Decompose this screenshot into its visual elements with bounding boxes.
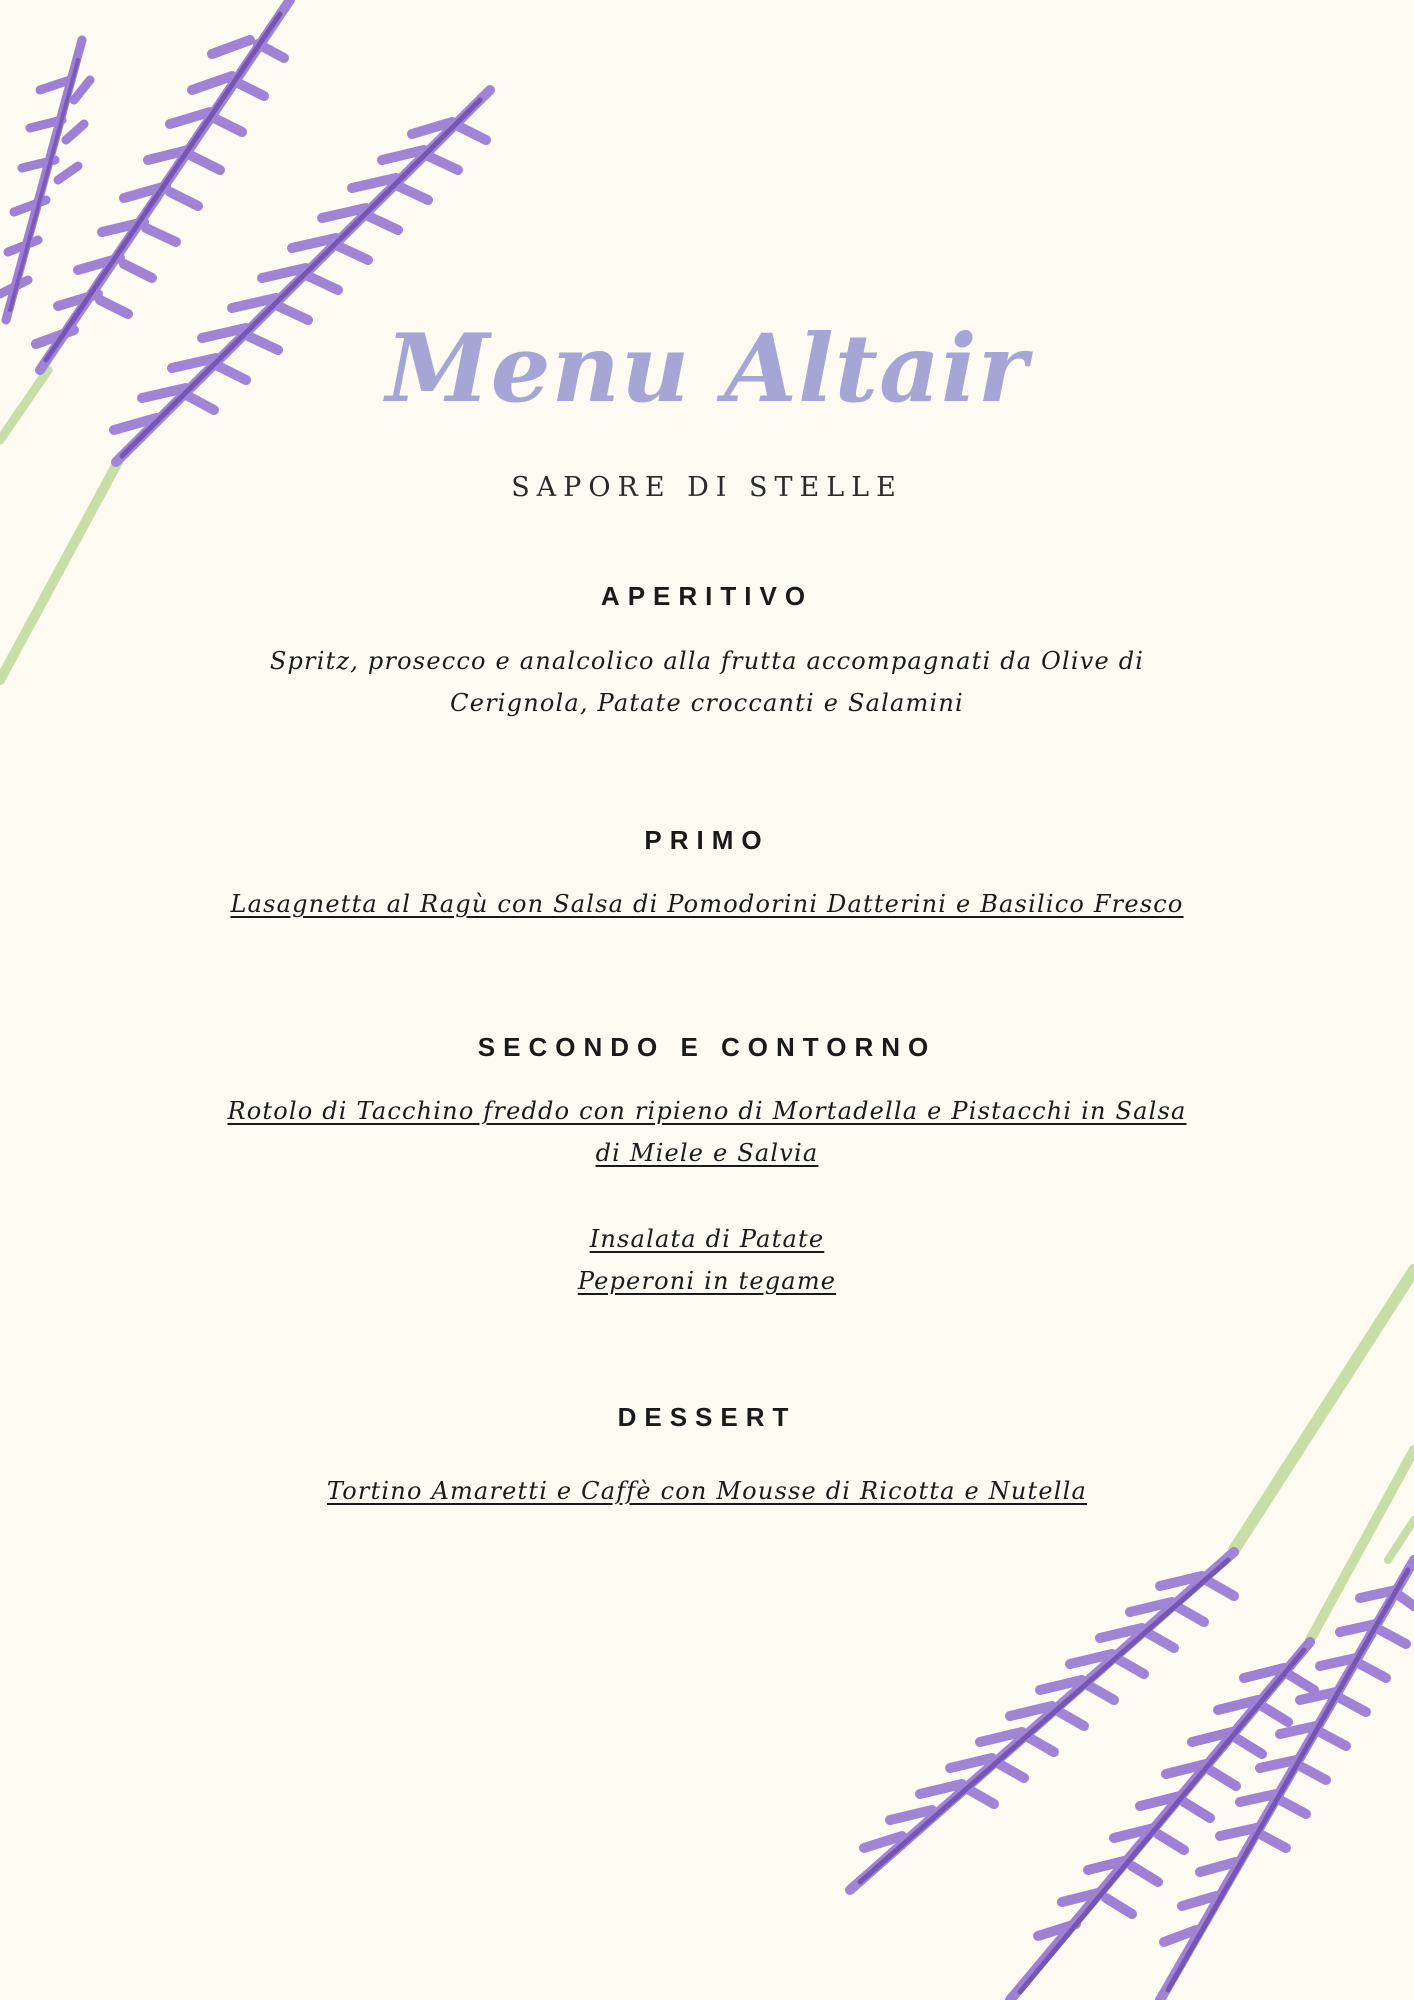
section-heading-aperitivo: APERITIVO — [600, 581, 814, 611]
dish-line: Lasagnetta al Ragù con Salsa di Pomodorini Datterini e Basilico Fresco — [230, 890, 1184, 918]
dish-aperitivo — [227, 640, 1187, 724]
dish-line: di Miele e Salvia — [595, 1139, 819, 1167]
dish-line: Insalata di Patate — [589, 1225, 825, 1253]
dish-line: Cerignola, Patate croccanti e Salamini — [450, 689, 964, 717]
menu-title: Menu Altair — [385, 314, 1029, 424]
section-heading-secondo-e-contorno: SECONDO E CONTORNO — [477, 1032, 937, 1062]
dish-line: Tortino Amaretti e Caffè con Mousse di Ricotta e Nutella — [326, 1477, 1088, 1505]
dish-line: Peperoni in tegame — [577, 1267, 837, 1295]
dish-primo — [227, 883, 1187, 925]
menu-subtitle: SAPORE DI STELLE — [511, 472, 903, 503]
section-heading-primo: PRIMO — [644, 825, 770, 855]
lavender-decoration-bottom-right — [840, 1230, 1414, 2000]
dish-secondo — [227, 1090, 1187, 1174]
section-heading-dessert: DESSERT — [617, 1402, 797, 1432]
dish-line: Spritz, prosecco e analcolico alla frutta accompagnati da Olive di — [269, 647, 1145, 675]
dish-line: Rotolo di Tacchino freddo con ripieno di Mortadella e Pistacchi in Salsa — [227, 1097, 1187, 1125]
dish-contorno — [227, 1218, 1187, 1302]
dish-dessert — [227, 1470, 1187, 1512]
